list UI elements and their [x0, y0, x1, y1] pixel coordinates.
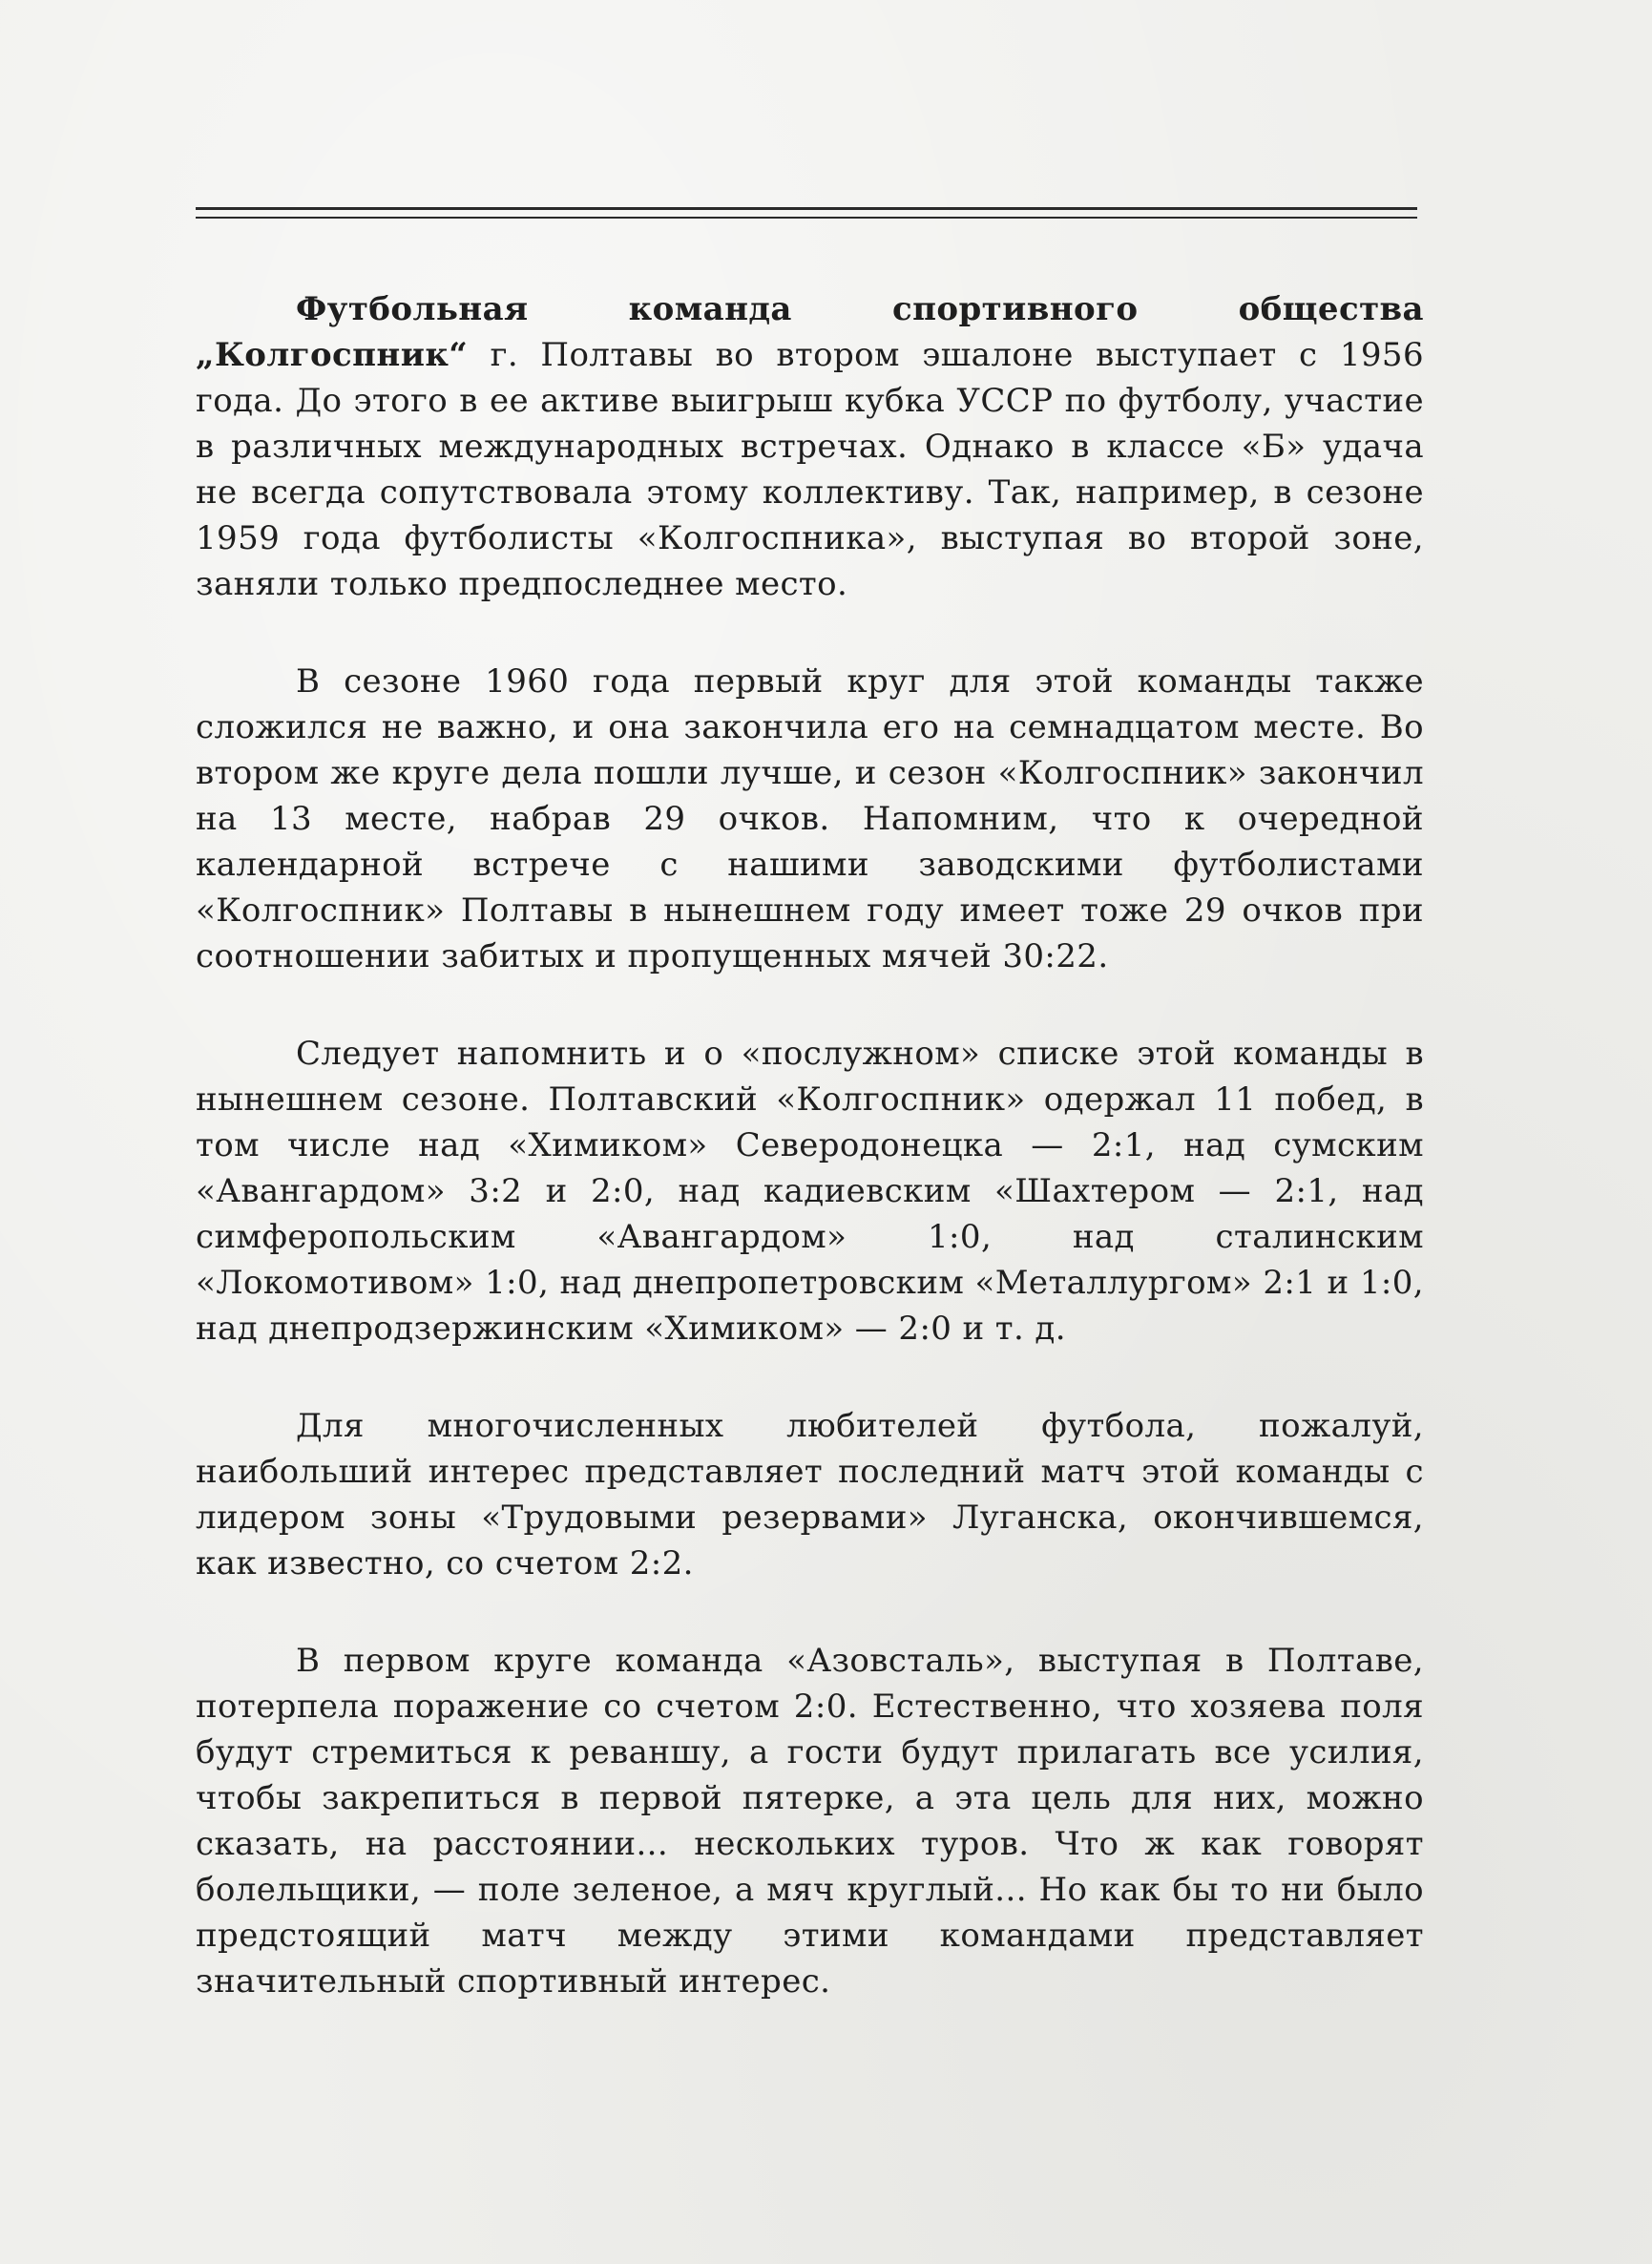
paragraph-text: г. Полтавы во втором эшалоне выступает с 1956 года. До этого в ее активе выигрыш кубка УССР по футболу, участие в различных международных встречах. Однако в классе «Б» удача не всегда сопутствовала этому коллективу. Так, например, в сезоне 1959 года футболисты «Колгоспника», выступая во второй зоне, заняли только предпоследнее место.	[196, 336, 1424, 603]
top-rule	[196, 207, 1417, 210]
paragraph-1	[196, 286, 1424, 607]
paragraph-2	[196, 659, 1424, 979]
paragraph-5	[196, 1638, 1424, 2004]
paragraph-lead: Футбольная команда спортивного общества „Колгоспник“	[196, 290, 1424, 374]
paragraph-3	[196, 1031, 1424, 1352]
paragraph-text: Для многочисленных любителей футбола, пожалуй, наибольший интерес представляет последний матч этой команды с лидером зоны «Трудовыми резервами» Луганска, окончившемся, как известно, со счетом 2:2.	[196, 1407, 1424, 1583]
paragraph-text: В первом круге команда «Азовсталь», выступая в Полтаве, потерпела поражение со счетом 2:0. Естественно, что хозяева поля будут стремиться к реваншу, а гости будут прилагать все усилия, чтобы закрепиться в первой пятерке, а эта цель для них, можно сказать, на расстоянии... нескольких туров. Что ж как говорят болельщики, — поле зеленое, а мяч круглый... Но как бы то ни было предстоящий матч между этими командами представляет значительный спортивный интерес.	[196, 1642, 1424, 2001]
paragraph-4	[196, 1403, 1424, 1586]
article-body	[196, 286, 1424, 2004]
paragraph-text: В сезоне 1960 года первый круг для этой команды также сложился не важно, и она закончила его на семнадцатом месте. Во втором же круге дела пошли лучше, и сезон «Колгоспник» закончил на 13 месте, набрав 29 очков. Напомним, что к очередной календарной встрече с нашими заводскими футболистами «Колгоспник» Полтавы в нынешнем году имеет тоже 29 очков при соотношении забитых и пропущенных мячей 30:22.	[196, 662, 1424, 975]
paragraph-text: Следует напомнить и о «послужном» списке этой команды в нынешнем сезоне. Полтавский «Колгоспник» одержал 11 побед, в том числе над «Химиком» Северодонецка — 2:1, над сумским «Авангардом» 3:2 и 2:0, над кадиевским «Шахтером — 2:1, над симферопольским «Авангардом» 1:0, над сталинским «Локомотивом» 1:0, над днепропетровским «Металлургом» 2:1 и 1:0, над днепродзержинским «Химиком» — 2:0 и т. д.	[196, 1035, 1424, 1348]
top-rule-thin	[196, 217, 1417, 219]
